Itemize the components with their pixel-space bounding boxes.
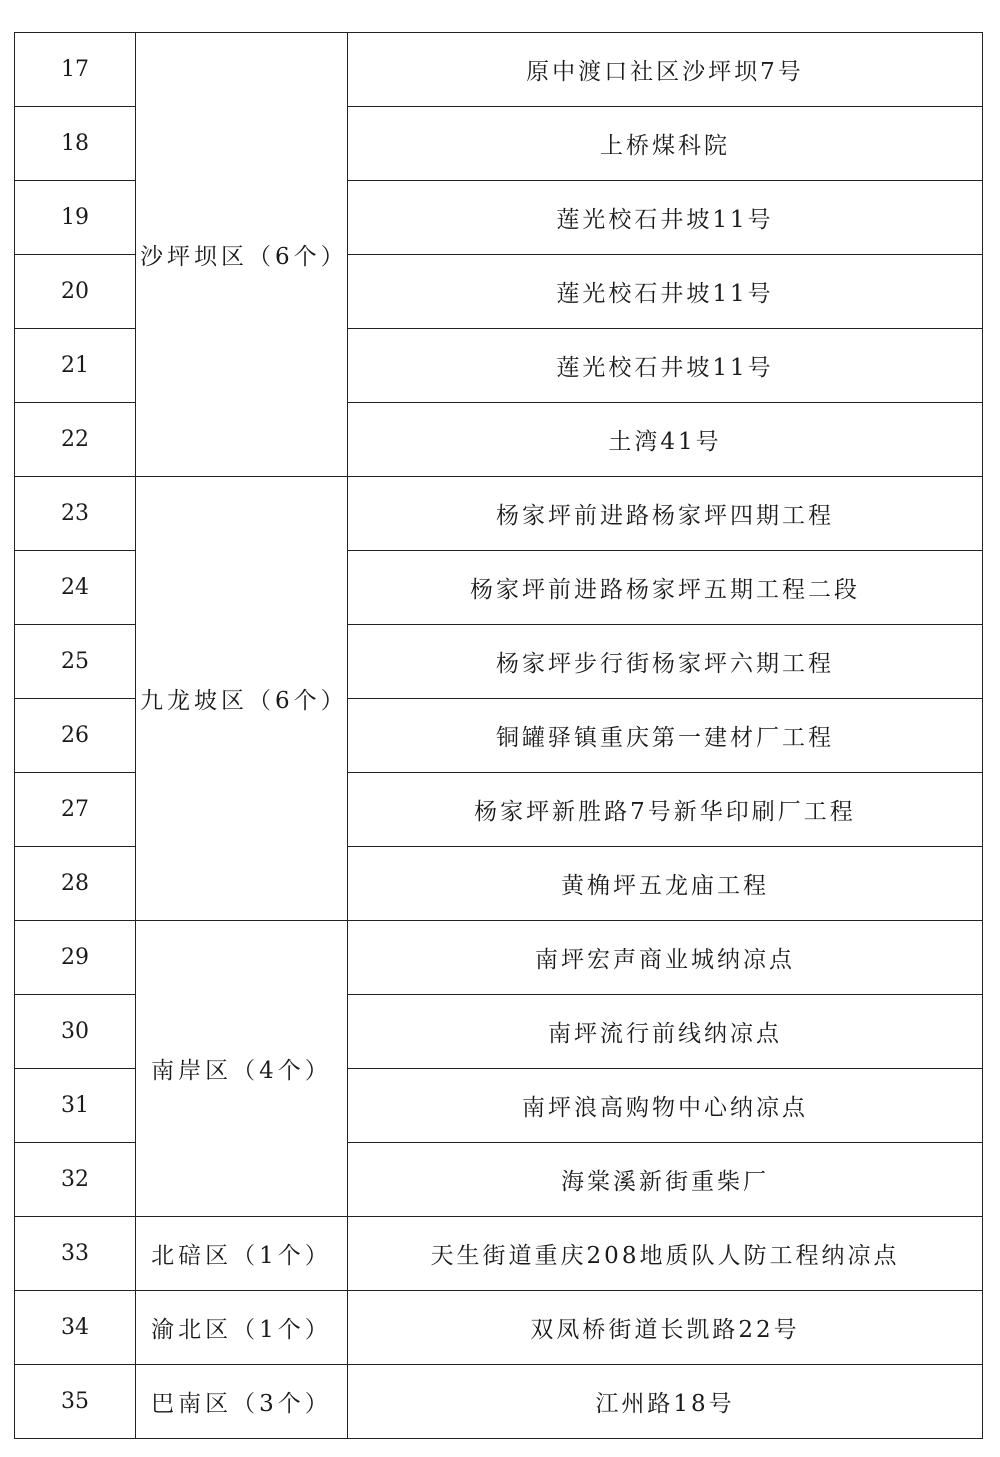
row-number: 35 (15, 1365, 136, 1439)
row-number: 20 (15, 255, 136, 329)
row-number: 28 (15, 847, 136, 921)
table-row (15, 33, 983, 107)
row-number: 34 (15, 1291, 136, 1365)
address-cell: 天生街道重庆208地质队人防工程纳凉点 (348, 1217, 983, 1291)
address-cell: 黄桷坪五龙庙工程 (348, 847, 983, 921)
row-number: 33 (15, 1217, 136, 1291)
district-cell: 九龙坡区（6个） (136, 477, 348, 921)
row-number: 32 (15, 1143, 136, 1217)
table-row (15, 921, 983, 995)
district-cell: 沙坪坝区（6个） (136, 33, 348, 477)
row-number: 19 (15, 181, 136, 255)
address-cell: 南坪浪高购物中心纳凉点 (348, 1069, 983, 1143)
address-cell: 南坪宏声商业城纳凉点 (348, 921, 983, 995)
table-row (15, 1217, 983, 1291)
address-cell: 杨家坪前进路杨家坪四期工程 (348, 477, 983, 551)
address-cell: 莲光校石井坡11号 (348, 329, 983, 403)
row-number: 27 (15, 773, 136, 847)
table (14, 32, 983, 1439)
address-cell: 南坪流行前线纳凉点 (348, 995, 983, 1069)
table-row (15, 1291, 983, 1365)
district-cell: 渝北区（1个） (136, 1291, 348, 1365)
row-number: 21 (15, 329, 136, 403)
table-row (15, 1365, 983, 1439)
address-cell: 杨家坪前进路杨家坪五期工程二段 (348, 551, 983, 625)
address-cell: 杨家坪步行街杨家坪六期工程 (348, 625, 983, 699)
row-number: 18 (15, 107, 136, 181)
address-cell: 江州路18号 (348, 1365, 983, 1439)
row-number: 26 (15, 699, 136, 773)
row-number: 30 (15, 995, 136, 1069)
address-cell: 原中渡口社区沙坪坝7号 (348, 33, 983, 107)
shelter-list-table (14, 32, 982, 1445)
table-row (15, 477, 983, 551)
row-number: 22 (15, 403, 136, 477)
row-number: 29 (15, 921, 136, 995)
district-cell: 南岸区（4个） (136, 921, 348, 1217)
district-cell: 北碚区（1个） (136, 1217, 348, 1291)
address-cell: 土湾41号 (348, 403, 983, 477)
address-cell: 双凤桥街道长凯路22号 (348, 1291, 983, 1365)
address-cell: 上桥煤科院 (348, 107, 983, 181)
row-number: 24 (15, 551, 136, 625)
row-number: 23 (15, 477, 136, 551)
district-cell: 巴南区（3个） (136, 1365, 348, 1439)
address-cell: 莲光校石井坡11号 (348, 255, 983, 329)
address-cell: 铜罐驿镇重庆第一建材厂工程 (348, 699, 983, 773)
row-number: 17 (15, 33, 136, 107)
address-cell: 莲光校石井坡11号 (348, 181, 983, 255)
address-cell: 杨家坪新胜路7号新华印刷厂工程 (348, 773, 983, 847)
row-number: 25 (15, 625, 136, 699)
row-number: 31 (15, 1069, 136, 1143)
address-cell: 海棠溪新街重柴厂 (348, 1143, 983, 1217)
